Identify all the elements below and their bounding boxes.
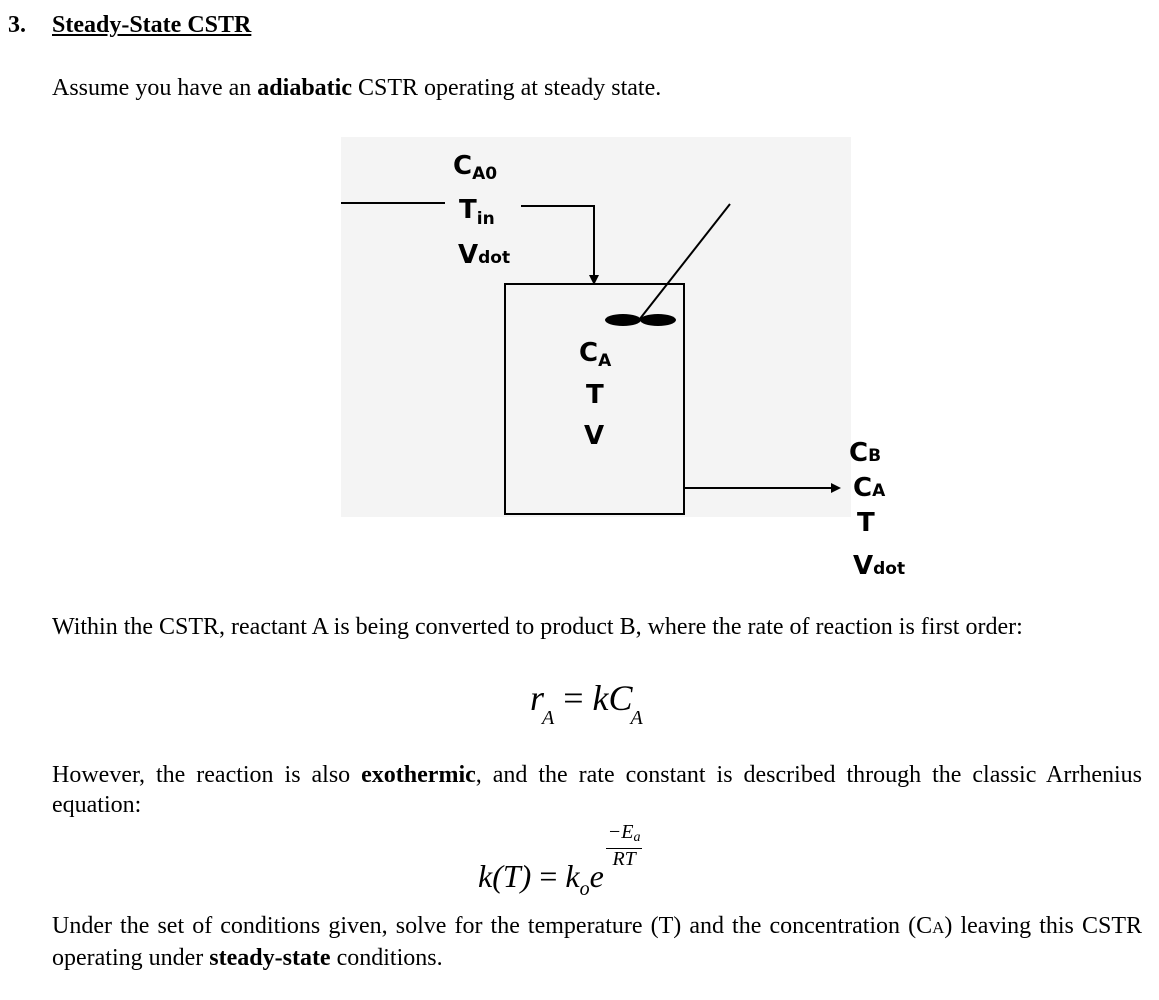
- intro-paragraph: [52, 73, 661, 103]
- section-heading: [8, 12, 251, 39]
- tank-label-v: V: [584, 421, 605, 451]
- outlet-label-t: T: [857, 508, 875, 538]
- impeller-blade-right: [640, 314, 676, 326]
- conclusion-paragraph: Under the set of conditions given, solve for the temperature (T) and the concentration (CA) leaving this CSTR operating under steady-state conditions.: [52, 913, 1142, 971]
- intro-text: Assume you have an: [52, 75, 258, 101]
- intro-text-end: CSTR operating at steady state.: [351, 75, 662, 101]
- inlet-label-cao: CA0: [453, 151, 498, 184]
- rate-paragraph: Within the CSTR, reactant A is being converted to product B, where the rate of reaction is first order:: [52, 614, 1023, 640]
- inlet-label-vdot: Vdot: [458, 240, 511, 270]
- diagram-background: [341, 137, 851, 517]
- tank-label-t: T: [586, 380, 604, 410]
- section-title: Steady-State CSTR: [52, 12, 252, 38]
- inlet-label-tin: $T_{in}$: [459, 195, 495, 229]
- outlet-label-vdot: Vdot: [853, 551, 906, 581]
- outlet-label-ca: CA: [853, 473, 886, 503]
- section-number: 3.: [8, 12, 26, 38]
- arrhenius-equation: $k(T) = k_oe$ $\frac{-E_a}{RT}$: [478, 821, 641, 900]
- arrhenius-paragraph: However, the reaction is also exothermic, and the rate constant is described through the classic Arrhenius equation:: [52, 762, 1142, 818]
- intro-bold: adiabatic: [257, 75, 352, 101]
- impeller-blade-left: [605, 314, 641, 326]
- exponent-fraction: $\frac{-E_a}{RT}$: [607, 821, 641, 870]
- cstr-diagram: [341, 137, 911, 587]
- tank-label-ca: CA: [579, 338, 612, 371]
- outlet-label-cb: CB: [849, 438, 882, 468]
- rate-equation: $r_A = kC_A$: [530, 678, 643, 729]
